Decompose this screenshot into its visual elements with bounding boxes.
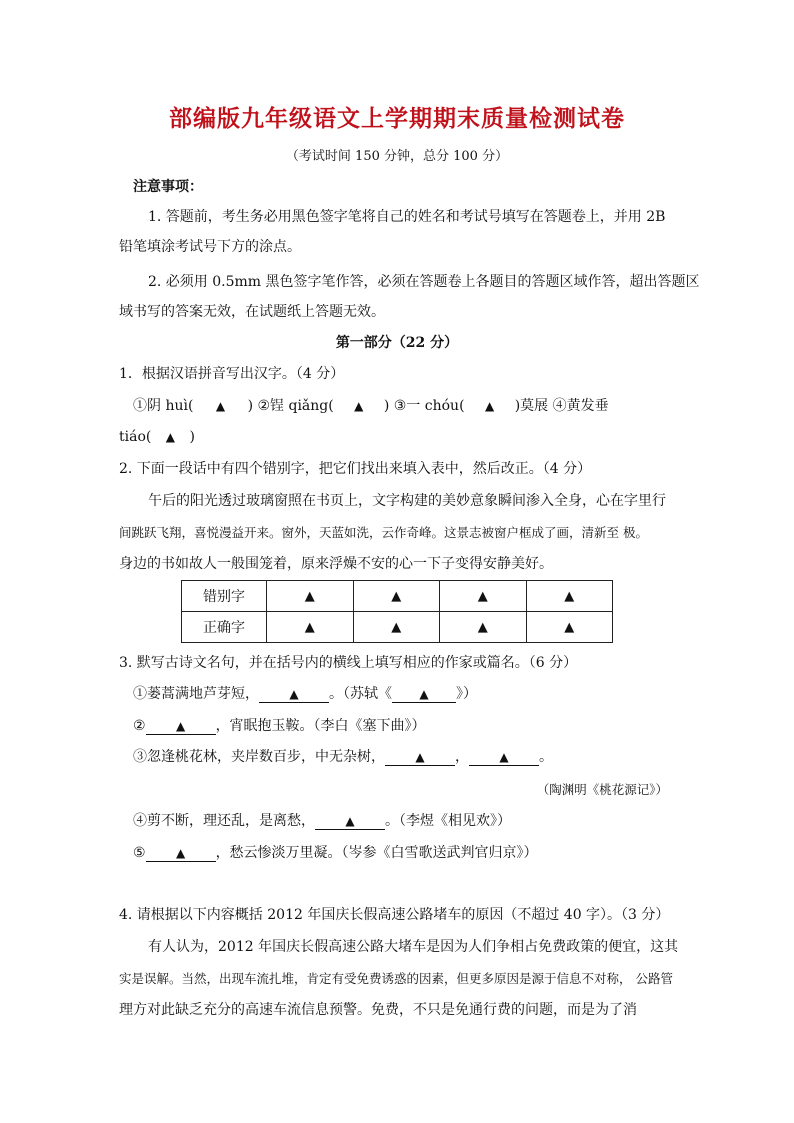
answer-mark: ▲ — [485, 399, 495, 413]
notice-item-2-line-1: 2. 必须用 0.5mm 黑色签字笔作答，必须在答题卷上各题目的答题区域作答，超出答题区 — [148, 274, 700, 290]
typo-correction-table — [181, 580, 613, 643]
question-1-line-2: tiáo( ▲ ) — [119, 429, 195, 445]
answer-blank: ▲ — [259, 686, 329, 703]
question-1-line-1: ①阴 huì( ▲ ) ②锃 qiǎng( ▲ ) ③一 chóu( ▲ )莫展 ④黄发垂 — [133, 398, 609, 414]
question-3-line-4: ④剪不断，理还乱，是离愁， ▲ 。（李煜《相见欢》） — [133, 813, 511, 829]
exam-duration-info: （考试时间 150 分钟，总分 100 分） — [285, 149, 509, 164]
answer-mark: ▲ — [165, 430, 176, 444]
answer-blank: ▲ — [392, 686, 456, 703]
question-4-stem: 4. 请根据以下内容概括 2012 年国庆长假高速公路堵车的原因（不超过 40 字）。（3 分） — [119, 907, 670, 923]
question-1-stem: 1．根据汉语拼音写出汉字。（4 分） — [119, 366, 345, 382]
question-2-paragraph-line-1: 午后的阳光透过玻璃窗照在书页上，文字构建的美妙意象瞬间渗入全身，心在字里行 — [148, 493, 666, 509]
table-row — [182, 581, 613, 612]
answer-blank: ▲ — [469, 749, 539, 766]
answer-mark: ▲ — [267, 581, 354, 612]
question-2-stem: 2. 下面一段话中有四个错别字，把它们找出来填入表中，然后改正。（4 分） — [119, 461, 592, 477]
answer-blank: ▲ — [315, 813, 385, 830]
section-1-title: 第一部分（22 分） — [335, 335, 459, 351]
question-3-source: （陶渊明《桃花源记》） — [536, 782, 668, 797]
answer-mark: ▲ — [440, 581, 527, 612]
question-4-paragraph-line-1: 有人认为，2012 年国庆长假高速公路大堵车是因为人们争相占免费政策的便宜，这其 — [148, 939, 679, 955]
notice-item-1-line-2: 铅笔填涂考试号下方的涂点。 — [119, 239, 301, 255]
answer-blank: ▲ — [385, 749, 455, 766]
notice-item-1-line-1: 1. 答题前，考生务必用黑色签字笔将自己的姓名和考试号填写在答题卷上，并用 2B — [148, 209, 666, 225]
row-label-correct-chars: 正确字 — [182, 612, 267, 643]
answer-mark: ▲ — [353, 581, 440, 612]
answer-mark: ▲ — [267, 612, 354, 643]
question-3-line-2: ② ▲ ，宵眠抱玉鞍。（李白《塞下曲》） — [133, 718, 426, 734]
notice-item-2-line-2: 域书写的答案无效，在试题纸上答题无效。 — [119, 304, 385, 320]
answer-mark: ▲ — [354, 399, 364, 413]
question-4-paragraph-line-3: 理方对此缺乏充分的高速车流信息预警。免费，不只是免通行费的问题，而是为了消 — [119, 1002, 637, 1018]
table-row — [182, 612, 613, 643]
question-2-paragraph-line-2: 间跳跃飞翔，喜悦漫益开来。窗外，天蓝如洗，云作奇峰。这景志被窗户框成了画，清新至 极。 — [119, 525, 648, 540]
answer-mark: ▲ — [215, 399, 226, 413]
page-title: 部编版九年级语文上学期期末质量检测试卷 — [169, 106, 625, 132]
answer-blank: ▲ — [146, 845, 216, 862]
answer-mark: ▲ — [440, 612, 527, 643]
question-3-line-1: ①蒌蒿满地芦芽短， ▲ 。（苏轼《 ▲ 》） — [133, 686, 477, 702]
question-4-paragraph-line-2: 实是误解。当然，出现车流扎堆，肯定有受免费诱惑的因素，但更多原因是源于信息不对称， 公路管 — [119, 971, 673, 986]
answer-mark: ▲ — [353, 612, 440, 643]
question-2-paragraph-line-3: 身边的书如故人一般围笼着，原来浮燥不安的心一下子变得安静美好。 — [119, 556, 553, 572]
question-3-line-5: ⑤ ▲ ，愁云惨淡万里凝。（岑参《白雪歌送武判官归京》） — [133, 845, 538, 861]
question-3-line-3: ③忽逢桃花林，夹岸数百步，中无杂树， ▲ ， ▲ 。 — [133, 749, 553, 765]
notice-heading: 注意事项： — [133, 179, 203, 195]
answer-mark: ▲ — [526, 581, 613, 612]
answer-mark: ▲ — [526, 612, 613, 643]
row-label-wrong-chars: 错别字 — [182, 581, 267, 612]
question-3-stem: 3. 默写古诗文名句，并在括号内的横线上填写相应的作家或篇名。（6 分） — [119, 655, 578, 671]
answer-blank: ▲ — [146, 718, 216, 735]
